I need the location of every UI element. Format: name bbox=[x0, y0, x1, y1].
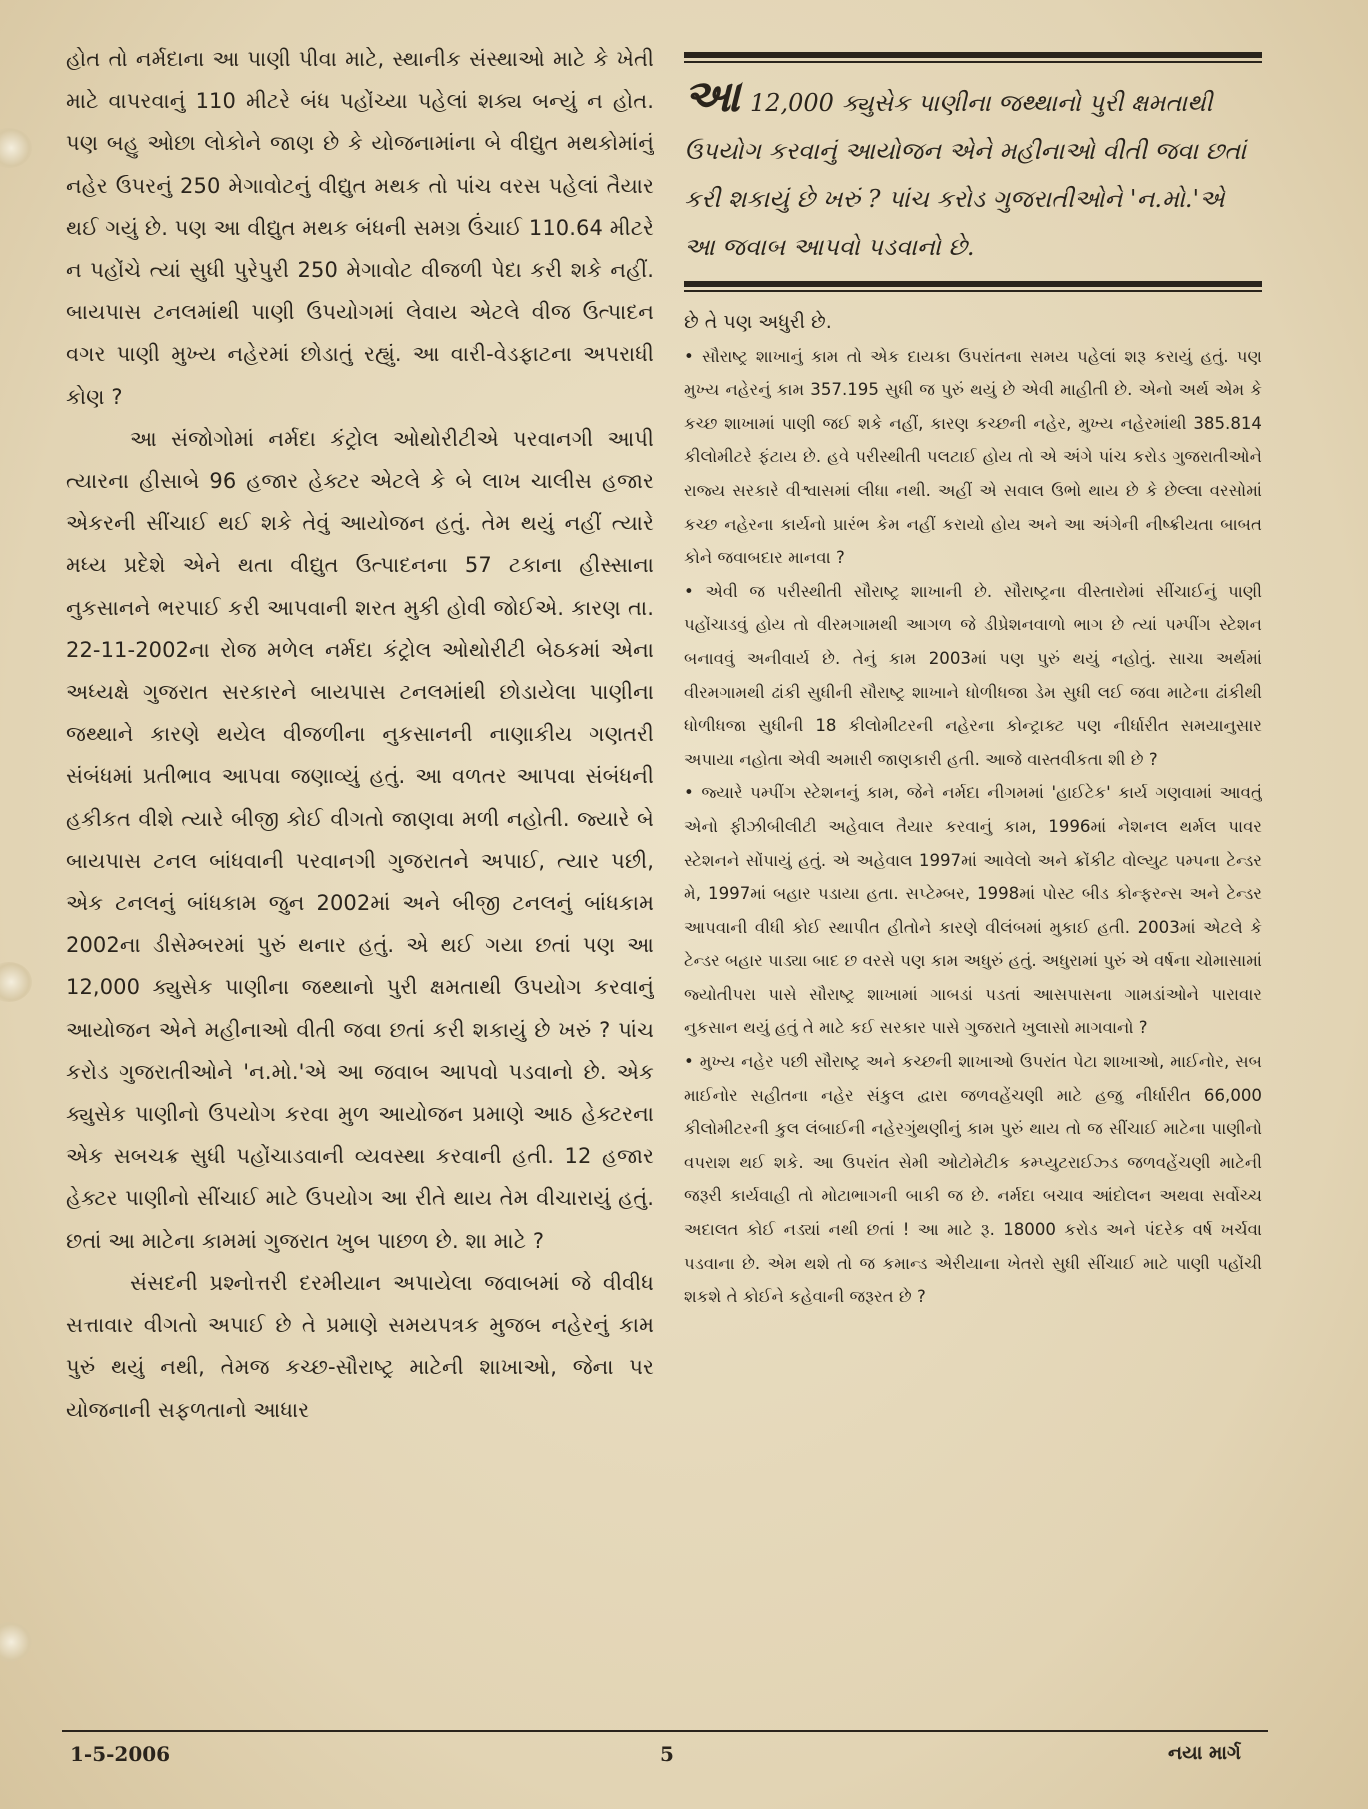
body-paragraph: સંસદની પ્રશ્નોત્તરી દરમીયાન અપાયેલા જવાબમાં જે વીવીધ સત્તાવાર વીગતો અપાઈ છે તે પ્રમાણે સમયપત્રક મુજબ નહેરનું કામ પુરું થયું નથી, તેમજ કચ્છ-સૌરાષ્ટ્ર માટેની શાખાઓ, જેના પર યોજનાની સફળતાનો આધાર bbox=[66, 1270, 654, 1422]
bullet-paragraph: • મુખ્ય નહેર પછી સૌરાષ્ટ્ર અને કચ્છની શાખાઓ ઉપરાંત પેટા શાખાઓ, માઈનોર, સબ માઈનોર સહીતના નહેર સંકુલ દ્વારા જળવહેંચણી માટે હજુ નીર્ધારીત 66,000 કીલોમીટરની કુલ લંબાઈની નહેરગુંથણીનું કામ પુરું થાય તો જ સીંચાઈ માટેના પાણીનો વપરાશ થઈ શકે. આ ઉપરાંત સેમી ઓટોમેટીક કમ્પ્યુટરાઈઝ્ડ જળવહેંચણી માટેની જરૂરી કાર્યવાહી તો મોટાભાગની બાકી જ છે. નર્મદા બચાવ આંદોલન અથવા સર્વોચ્ચ અદાલત કોઈ નડ્યાં નથી છતાં ! આ માટે રૂ. 18000 કરોડ અને પંદરેક વર્ષ ખર્ચવા પડવાના છે. એમ થશે તો જ કમાન્ડ એરીયાના ખેતરો સુધી સીંચાઈ માટે પાણી પહોંચી શકશે તે કોઈને કહેવાની જરૂરત છે ? bbox=[684, 1052, 1262, 1307]
right-column bbox=[684, 52, 1262, 1712]
bullet-paragraph: • જ્યારે પમ્પીંગ સ્ટેશનનું કામ, જેને નર્મદા નીગમમાં 'હાઈટેક' કાર્ય ગણવામાં આવતું એનો ફીઝીબીલીટી અહેવાલ તૈયાર કરવાનું કામ, 1996માં નેશનલ થર્મલ પાવર સ્ટેશનને સોંપાયું હતું. એ અહેવાલ 1997માં આવેલો અને ક્રોંકીટ વોલ્યુટ પમ્પના ટેન્ડર મે, 1997માં બહાર પડાયા હતા. સપ્ટેમ્બર, 1998માં પોસ્ટ બીડ કોન્ફરન્સ અને ટેન્ડર આપવાની વીધી કોઈ સ્થાપીત હીતોને કારણે વીલંબમાં મુકાઈ હતી. 2003માં એટલે કે ટેન્ડર બહાર પાડ્યા બાદ છ વરસે પણ કામ અધુરું હતું. અધુરામાં પુરું એ વર્ષના ચોમાસામાં જ્યોતીપરા પાસે સૌરાષ્ટ્ર શાખામાં ગાબડાં પડતાં આસપાસના ગામડાંઓને પારાવાર નુકસાન થયું હતું તે માટે કઈ સરકાર પાસે ગુજરાતે ખુલાસો માગવાનો ? bbox=[684, 783, 1262, 1038]
footer-date: 1-5-2006 bbox=[70, 1742, 171, 1766]
bullet-paragraph: • એવી જ પરીસ્થીતી સૌરાષ્ટ્ર શાખાની છે. સૌરાષ્ટ્રના વીસ્તારોમાં સીંચાઈનું પાણી પહોંચાડવું હોય તો વીરમગામથી આગળ જે ડીપ્રેશનવાળો ભાગ છે ત્યાં પમ્પીંગ સ્ટેશન બનાવવું અનીવાર્ય છે. તેનું કામ 2003માં પણ પુરું થયું નહોતું. સાચા અર્થમાં વીરમગામથી ઢાંકી સુધીની સૌરાષ્ટ્ર શાખાને ધોળીધજા ડેમ સુધી લઈ જવા માટેના ઢાંકીથી ધોળીધજા સુધીની 18 કીલોમીટરની નહેરના કોન્ટ્રાક્ટ પણ નીર્ધારીત સમયાનુસાર અપાયા નહોતા એવી અમારી જાણકારી હતી. આજે વાસ્તવીકતા શી છે ? bbox=[684, 581, 1262, 769]
binder-hole bbox=[0, 128, 32, 168]
bullet-paragraph: • સૌરાષ્ટ્ર શાખાનું કામ તો એક દાયકા ઉપરાંતના સમય પહેલાં શરૂ કરાયું હતું. પણ મુખ્ય નહેરનું કામ 357.195 સુધી જ પુરું થયું છે એવી માહીતી છે. એનો અર્થ એમ કે કચ્છ શાખામાં પાણી જઈ શકે નહીં, કારણ કચ્છની નહેર, મુખ્ય નહેરમાંથી 385.814 કીલોમીટરે ફંટાય છે. હવે પરીસ્થીતી પલટાઈ હોય તો એ અંગે પાંચ કરોડ ગુજરાતીઓને રાજ્ય સરકારે વીશ્વાસમાં લીધા નથી. અહીં એ સવાલ ઉભો થાય છે કે છેલ્લા વરસોમાં કચ્છ નહેરના કાર્યનો પ્રારંભ કેમ નહીં કરાયો હોય અને આ અંગેની નીષ્ક્રીયતા બાબત કોને જવાબદાર માનવા ? bbox=[684, 346, 1262, 568]
continuation-line: છે તે પણ અધુરી છે. bbox=[684, 311, 832, 333]
pullquote-bottom-rule bbox=[684, 281, 1262, 292]
pullquote-top-rule bbox=[684, 52, 1262, 63]
left-column bbox=[66, 38, 654, 1718]
pullquote-text: 12,000 ક્યુસેક પાણીના જથ્થાનો પુરી ક્ષમતાથી ઉપયોગ કરવાનું આયોજન એને મહીનાઓ વીતી જવા છતાં કરી શકાયું છે ખરું ? પાંચ કરોડ ગુજરાતીઓને 'ન.મો.'એ આ જવાબ આપવો પડવાનો છે. bbox=[684, 89, 1246, 261]
binder-hole bbox=[0, 1622, 32, 1662]
binder-hole bbox=[0, 962, 32, 1002]
body-paragraph: આ સંજોગોમાં નર્મદા કંટ્રોલ ઓથોરીટીએ પરવાનગી આપી ત્યારના હીસાબે 96 હજાર હેક્ટર એટલે કે બે લાખ ચાલીસ હજાર એકરની સીંચાઈ થઈ શકે તેવું આયોજન હતું. તેમ થયું નહીં ત્યારે મધ્ય પ્રદેશે એને થતા વીદ્યુત ઉત્પાદનના 57 ટકાના હીસ્સાના નુકસાનને ભરપાઈ કરી આપવાની શરત મુકી હોવી જોઈએ. કારણ તા. 22-11-2002ના રોજ મળેલ નર્મદા કંટ્રોલ ઓથોરીટી બેઠકમાં એના અધ્યક્ષે ગુજરાત સરકારને બાયપાસ ટનલમાંથી છોડાયેલા પાણીના જથ્થાને કારણે થયેલ વીજળીના નુકસાનની નાણાકીય ગણતરી સંબંધમાં પ્રતીભાવ આપવા જણાવ્યું હતું. આ વળતર આપવા સંબંધની હકીકત વીશે ત્યારે બીજી કોઈ વીગતો જાણવા મળી નહોતી. જ્યારે બે બાયપાસ ટનલ બાંધવાની પરવાનગી ગુજરાતને અપાઈ, ત્યાર પછી, એક ટનલનું બાંધકામ જુન 2002માં અને બીજી ટનલનું બાંધકામ 2002ના ડીસેમ્બરમાં પુરું થનાર હતું. એ થઈ ગયા છતાં પણ આ 12,000 ક્યુસેક પાણીના જથ્થાનો પુરી ક્ષમતાથી ઉપયોગ કરવાનું આયોજન એને મહીનાઓ વીતી જવા છતાં કરી શકાયું છે ખરું ? પાંચ કરોડ ગુજરાતીઓને 'ન.મો.'એ આ જવાબ આપવો પડવાનો છે. એક ક્યુસેક પાણીનો ઉપયોગ કરવા મુળ આયોજન પ્રમાણે આઠ હેક્ટરના એક સબચક્ર સુધી પહોંચાડવાની વ્યવસ્થા કરવાની હતી. 12 હજાર હેક્ટર પાણીનો સીંચાઈ માટે ઉપયોગ આ રીતે થાય તેમ વીચારાયું હતું. છતાં આ માટેના કામમાં ગુજરાત ખુબ પાછળ છે. શા માટે ? bbox=[66, 426, 654, 1253]
page-number: 5 bbox=[660, 1742, 674, 1766]
pullquote bbox=[684, 73, 1262, 271]
footer-rule bbox=[62, 1730, 1268, 1732]
body-paragraph: હોત તો નર્મદાના આ પાણી પીવા માટે, સ્થાનીક સંસ્થાઓ માટે કે ખેતી માટે વાપરવાનું 110 મીટરે બંધ પહોંચ્યા પહેલાં શક્ય બન્યું ન હોત. પણ બહુ ઓછા લોકોને જાણ છે કે યોજનામાંના બે વીદ્યુત મથકોમાંનું નહેર ઉપરનું 250 મેગાવોટનું વીદ્યુત મથક તો પાંચ વરસ પહેલાં તૈયાર થઈ ગયું છે. પણ આ વીદ્યુત મથક બંધની સમગ્ર ઉંચાઈ 110.64 મીટરે ન પહોંચે ત્યાં સુધી પુરેપુરી 250 મેગાવોટ વીજળી પેદા કરી શકે નહીં. બાયપાસ ટનલમાંથી પાણી ઉપયોગમાં લેવાય એટલે વીજ ઉત્પાદન વગર પાણી મુખ્ય નહેરમાં છોડાતું રહ્યું. આ વારી-વેડફાટના અપરાધી કોણ ? bbox=[66, 47, 654, 409]
pullquote-lead: આ bbox=[684, 71, 740, 122]
magazine-name: નયા માર્ગ bbox=[1168, 1742, 1241, 1764]
